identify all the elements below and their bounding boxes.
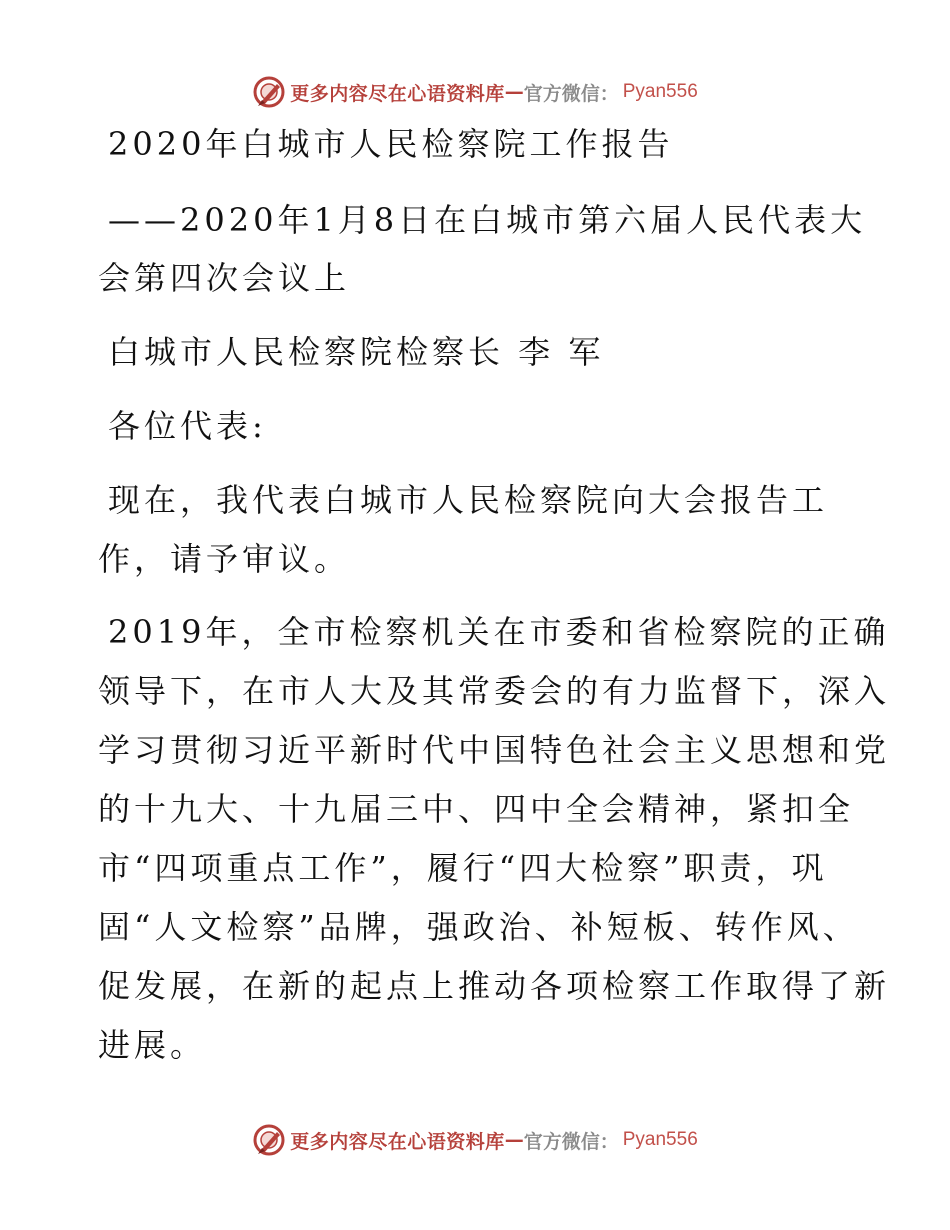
banner-dash: —	[504, 1129, 524, 1151]
banner-wechat-id: Pyan556	[622, 1129, 698, 1150]
paragraph1-line-2: 作，请予审议。	[98, 540, 351, 578]
paragraph2-line-2: 领导下，在市人大及其常委会的有力监督下，深入	[98, 672, 891, 710]
paragraph2-line-3: 学习贯彻习近平新时代中国特色社会主义思想和党	[98, 731, 891, 769]
author-line: 白城市人民检察院检察长 李 军	[108, 333, 605, 371]
paragraph1-line-1: 现在，我代表白城市人民检察院向大会报告工	[108, 481, 829, 519]
banner-slogan: 更多内容尽在心语资料库	[290, 1130, 505, 1153]
paragraph2-line-6: 固“人文检察”品牌，强政治、补短板、转作风、	[98, 908, 859, 946]
banner-wechat-id: Pyan556	[622, 81, 698, 102]
banner-dash: —	[504, 81, 524, 103]
pen-logo-icon	[252, 1123, 286, 1157]
bottom-banner	[0, 1120, 950, 1160]
banner-slogan: 更多内容尽在心语资料库	[290, 82, 505, 105]
banner-wechat-label: 官方微信：	[523, 82, 619, 105]
top-banner	[0, 72, 950, 112]
document-title: 2020年白城市人民检察院工作报告	[108, 125, 674, 163]
paragraph2-line-1: 2019年，全市检察机关在市委和省检察院的正确	[108, 613, 890, 651]
pen-logo-icon	[252, 75, 286, 109]
banner-wechat-label: 官方微信：	[523, 1130, 619, 1153]
paragraph2-line-4: 的十九大、十九届三中、四中全会精神，紧扣全	[98, 790, 855, 828]
paragraph2-line-7: 促发展，在新的起点上推动各项检察工作取得了新	[98, 967, 891, 1005]
salutation: 各位代表:	[108, 407, 267, 445]
paragraph2-line-5: 市“四项重点工作”，履行“四大检察”职责，巩	[98, 849, 828, 887]
subtitle-line-2: 会第四次会议上	[98, 259, 351, 297]
subtitle-line-1: ——2020年1月8日在白城市第六届人民代表大	[108, 201, 867, 239]
paragraph2-line-8: 进展。	[98, 1026, 207, 1064]
